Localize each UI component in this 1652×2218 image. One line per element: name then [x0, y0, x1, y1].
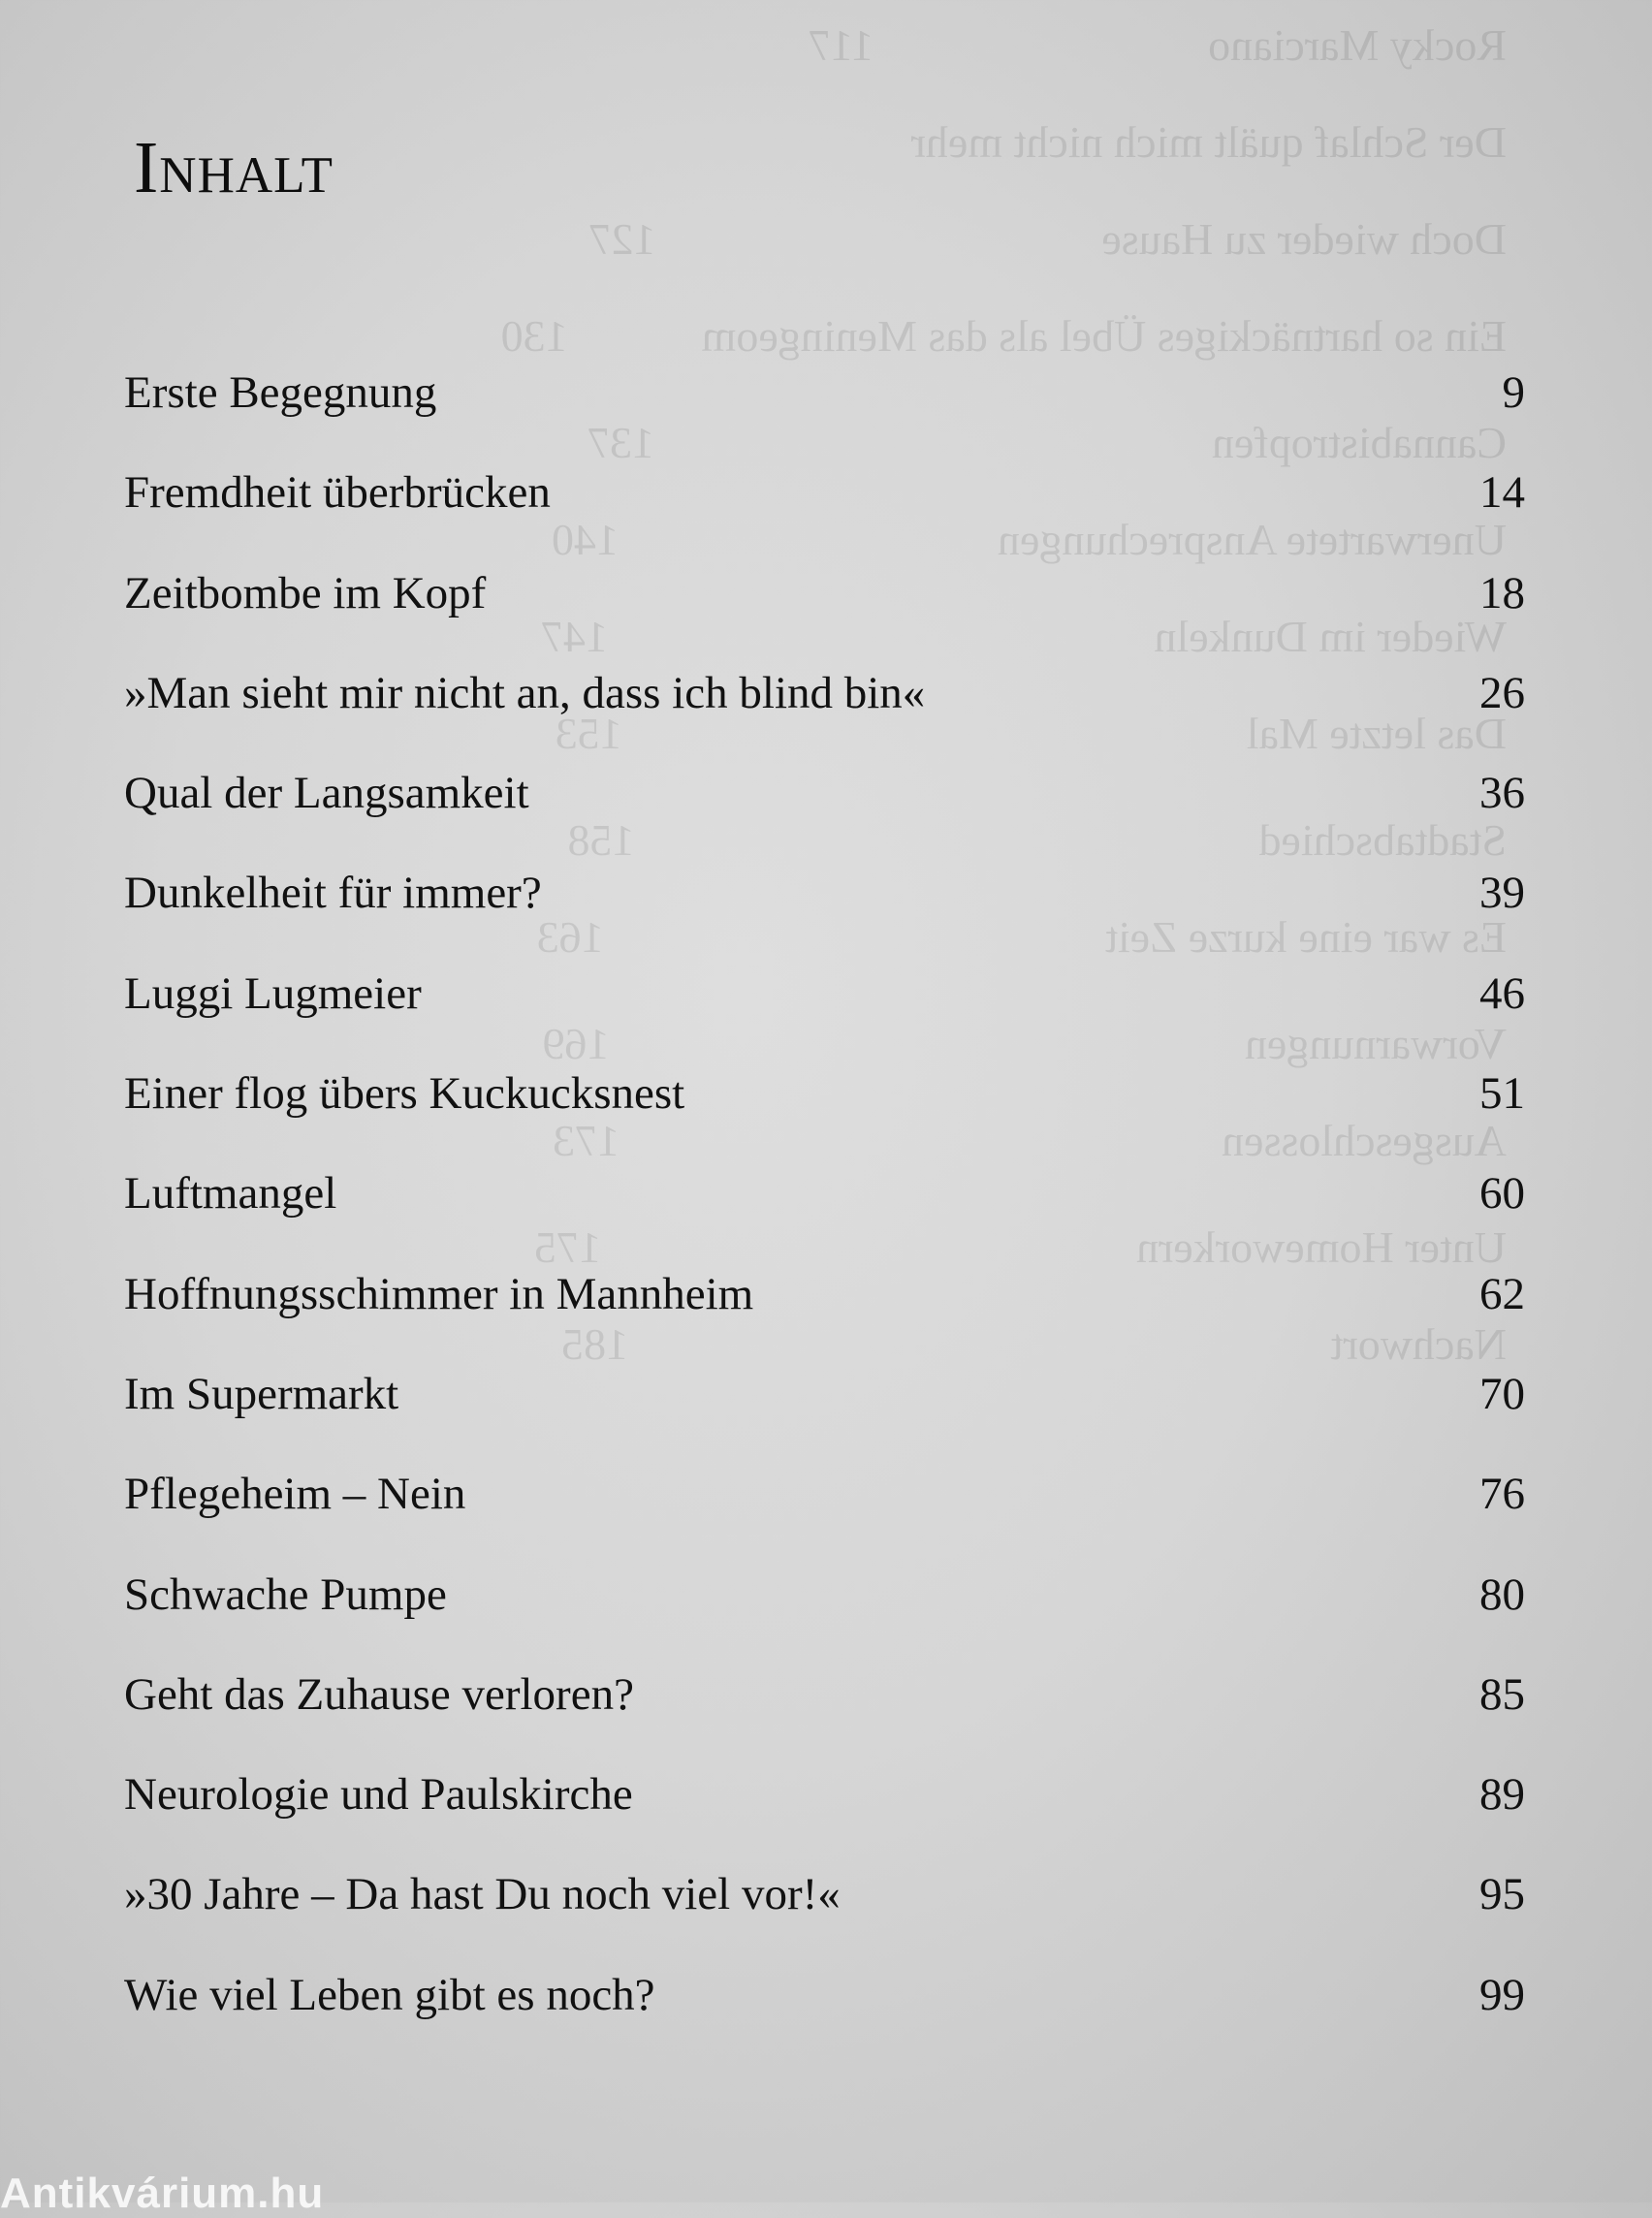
toc-entry-page-number: 99 [1479, 1969, 1525, 2020]
toc-entry-title: Erste Begegnung [124, 367, 437, 418]
toc-entry-title: Luggi Lugmeier [124, 967, 422, 1019]
toc-entry [124, 1060, 1525, 1159]
toc-entry-page-number: 70 [1479, 1368, 1525, 1419]
toc-entry-page-number: 85 [1479, 1668, 1525, 1720]
toc-entry-title: Hoffnungsschimmer in Mannheim [124, 1268, 754, 1319]
toc-entry-title: Qual der Langsamkeit [124, 768, 529, 819]
toc-entry-page-number: 95 [1479, 1869, 1525, 1920]
toc-entry-page-number: 36 [1479, 768, 1525, 819]
toc-entry-title: Zeitbombe im Kopf [124, 567, 487, 618]
toc-entry-title: Einer flog übers Kuckucksnest [124, 1068, 685, 1120]
toc-entry [124, 1661, 1525, 1760]
toc-entry-title: Neurologie und Paulskirche [124, 1769, 633, 1821]
toc-entry-page-number: 51 [1479, 1068, 1525, 1120]
toc-entry-title: Schwache Pumpe [124, 1568, 447, 1620]
toc-entry-page-number: 9 [1502, 367, 1525, 418]
toc-entry [124, 659, 1525, 759]
toc-entry [124, 1360, 1525, 1460]
toc-entry-page-number: 18 [1479, 567, 1525, 618]
watermark: Antikvárium.hu [0, 2170, 325, 2217]
toc-entry-title: Geht das Zuhause verloren? [124, 1668, 634, 1720]
toc-entry [124, 1260, 1525, 1360]
toc-entry-title: Wie viel Leben gibt es noch? [124, 1969, 655, 2020]
toc-entry [124, 459, 1525, 558]
toc-entry-title: Luftmangel [124, 1168, 337, 1220]
toc-entry-page-number: 89 [1479, 1769, 1525, 1821]
toc-entry-page-number: 39 [1479, 868, 1525, 919]
toc-entry-page-number: 76 [1479, 1469, 1525, 1520]
toc-entry-page-number: 26 [1479, 667, 1525, 718]
toc-entry-page-number: 14 [1479, 467, 1525, 519]
toc-entry-title: Pflegeheim – Nein [124, 1469, 466, 1520]
toc-entry [124, 559, 1525, 659]
toc-entry-title: »Man sieht mir nicht an, dass ich blind bin« [124, 667, 926, 718]
toc-entry [124, 1760, 1525, 1860]
toc-entry-title: Im Supermarkt [124, 1368, 399, 1419]
toc-entry [124, 759, 1525, 859]
toc-entry [124, 1460, 1525, 1560]
toc-entry [124, 859, 1525, 959]
toc-entry-page-number: 46 [1479, 967, 1525, 1019]
toc-entry [124, 1860, 1525, 1960]
toc-entry-page-number: 80 [1479, 1568, 1525, 1620]
toc-entry [124, 359, 1525, 459]
toc-entry-title: Fremdheit überbrücken [124, 467, 551, 519]
page-title: Inhalt [134, 127, 334, 208]
toc-entry-title: »30 Jahre – Da hast Du noch viel vor!« [124, 1869, 841, 1920]
toc-entry [124, 1561, 1525, 1661]
reverse-page-bleed-through: Rocky Marciano 117 Der Schlaf quält mich nicht mehr Doch wieder zu Hause 127 Ein so hartnäckiges Übel als das Meningeom 130 Cannabistropfen 137 Unerwartete Ansprechungen 140 Wieder im Dunkeln 147 Das letzte Mal 153 Stadtabschied 158 Es war eine kurze Zeit 163 Vorwarnungen 169 Ausgeschlossen 173 Unter Homeworkern 175 Nachwort 185 [500, 20, 1507, 1369]
toc-entry-title: Dunkelheit für immer? [124, 868, 542, 919]
table-of-contents [124, 359, 1525, 2061]
toc-entry-page-number: 60 [1479, 1168, 1525, 1220]
toc-entry [124, 960, 1525, 1060]
toc-entry [124, 1961, 1525, 2061]
toc-entry-page-number: 62 [1479, 1268, 1525, 1319]
toc-entry [124, 1159, 1525, 1259]
